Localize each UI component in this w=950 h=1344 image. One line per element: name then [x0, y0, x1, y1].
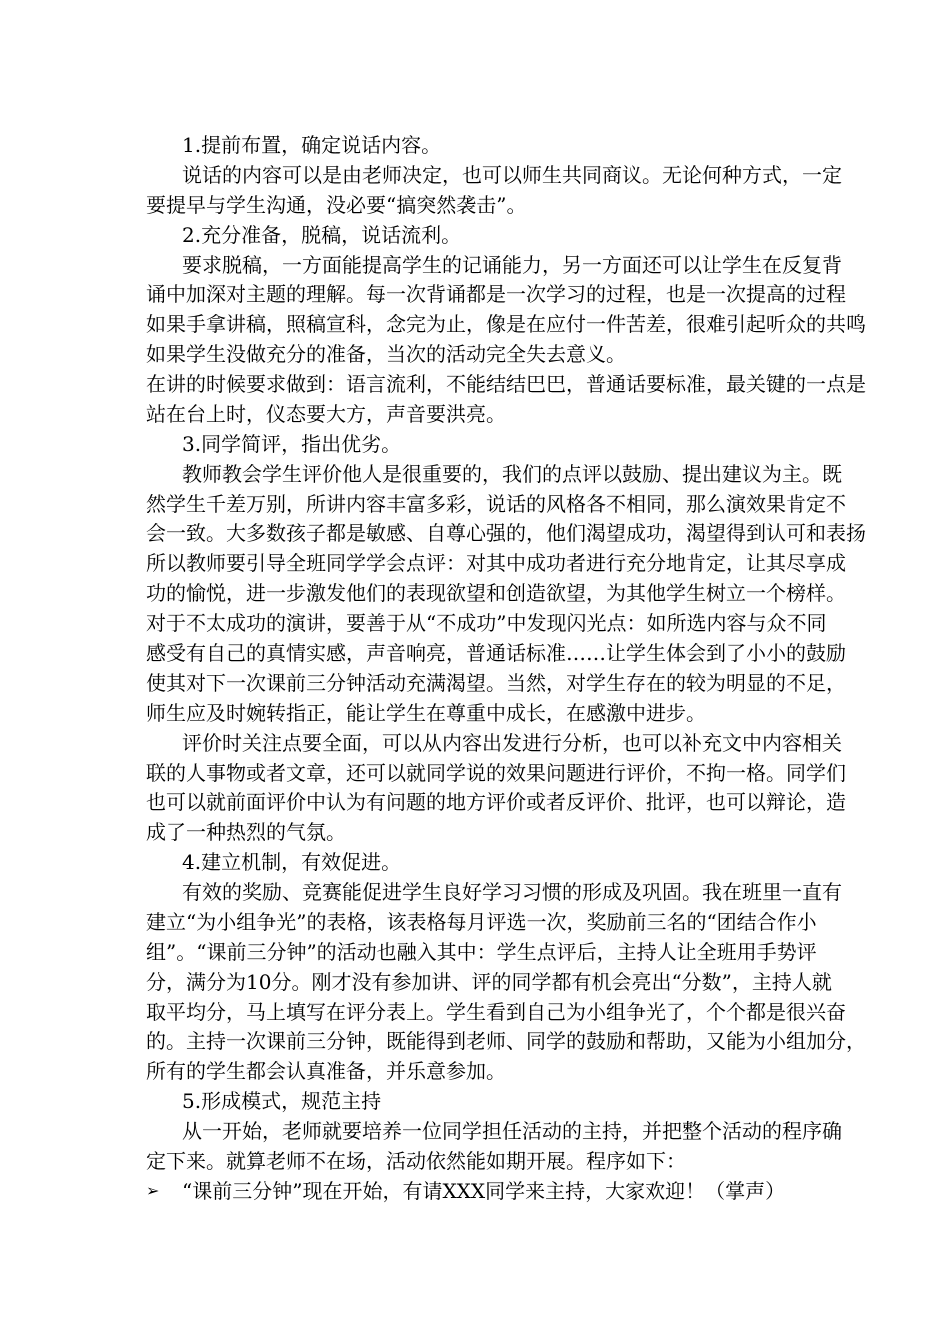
bullet-item: “课前三分钟”现在开始，有请XXX同学来主持，大家欢迎！（掌声）: [182, 1179, 786, 1203]
paragraph-line: 站在台上时，仪态要大方，声音要洪亮。: [146, 402, 506, 426]
paragraph-line: 教师教会学生评价他人是很重要的，我们的点评以鼓励、提出建议为主。既: [182, 462, 842, 486]
paragraph-line: 取平均分，马上填写在评分表上。学生看到自己为小组争光了，个个都是很兴奋: [146, 1000, 846, 1024]
paragraph-line: 的。主持一次课前三分钟，既能得到老师、同学的鼓励和帮助，又能为小组加分，: [146, 1029, 866, 1053]
heading-2: 2.充分准备，脱稿，说话流利。: [182, 223, 462, 247]
paragraph-line: 所以教师要引导全班同学学会点评：对其中成功者进行充分地肯定，让其尽享成: [146, 551, 846, 575]
paragraph-line: 要提早与学生沟通，没必要“搞突然袭击”。: [146, 193, 527, 217]
paragraph-line: 在讲的时候要求做到：语言流利，不能结结巴巴，普通话要标准，最关键的一点是: [146, 372, 866, 396]
paragraph-line: 也可以就前面评价中认为有问题的地方评价或者反评价、批评，也可以辩论，造: [146, 790, 846, 814]
paragraph-line: 有效的奖励、竞赛能促进学生良好学习习惯的形成及巩固。我在班里一直有: [182, 880, 842, 904]
paragraph-line: 从一开始，老师就要培养一位同学担任活动的主持，并把整个活动的程序确: [182, 1119, 842, 1143]
paragraph-line: 对于不太成功的演讲，要善于从“不成功”中发现闪光点：如所选内容与众不同: [146, 611, 827, 635]
paragraph-line: 联的人事物或者文章，还可以就同学说的效果问题进行评价，不拘一格。同学们: [146, 761, 846, 785]
paragraph-line: 如果学生没做充分的准备，当次的活动完全失去意义。: [146, 342, 626, 366]
paragraph-line: 分，满分为10分。刚才没有参加讲、评的同学都有机会亮出“分数”，主持人就: [146, 970, 832, 994]
paragraph-line: 组”。“课前三分钟”的活动也融入其中：学生点评后，主持人让全班用手势评: [146, 940, 817, 964]
paragraph-line: 说话的内容可以是由老师决定，也可以师生共同商议。无论何种方式，一定: [182, 163, 842, 187]
paragraph-line: 诵中加深对主题的理解。每一次背诵都是一次学习的过程，也是一次提高的过程: [146, 282, 846, 306]
heading-3: 3.同学简评，指出优劣。: [182, 432, 402, 456]
paragraph-line: 功的愉悦，进一步激发他们的表现欲望和创造欲望，为其他学生树立一个榜样。: [146, 581, 846, 605]
paragraph-line: 感受有自己的真情实感，声音响亮，普通话标准……让学生体会到了小小的鼓励: [146, 641, 846, 665]
paragraph-line: 师生应及时婉转指正，能让学生在尊重中成长，在感激中进步。: [146, 701, 706, 725]
paragraph-line: 然学生千差万别，所讲内容丰富多彩，说话的风格各不相同，那么演效果肯定不: [146, 492, 846, 516]
paragraph-line: 所有的学生都会认真准备，并乐意参加。: [146, 1059, 506, 1083]
arrowhead-bullet-icon: ➢: [146, 1181, 160, 1200]
paragraph-line: 使其对下一次课前三分钟活动充满渴望。当然，对学生存在的较为明显的不足，: [146, 671, 846, 695]
paragraph-line: 评价时关注点要全面，可以从内容出发进行分析，也可以补充文中内容相关: [182, 731, 842, 755]
heading-1: 1.提前布置，确定说话内容。: [182, 133, 442, 157]
paragraph-line: 成了一种热烈的气氛。: [146, 820, 346, 844]
heading-4: 4.建立机制，有效促进。: [182, 850, 402, 874]
paragraph-line: 如果手拿讲稿，照稿宣科，念完为止，像是在应付一件苦差，很难引起听众的共鸣: [146, 312, 866, 336]
heading-5: 5.形成模式，规范主持: [182, 1089, 382, 1113]
paragraph-line: 会一致。大多数孩子都是敏感、自尊心强的，他们渴望成功，渴望得到认可和表扬: [146, 521, 866, 545]
paragraph-line: 建立“为小组争光”的表格，该表格每月评选一次，奖励前三名的“团结合作小: [146, 910, 817, 934]
paragraph-line: 要求脱稿，一方面能提高学生的记诵能力，另一方面还可以让学生在反复背: [182, 253, 842, 277]
paragraph-line: 定下来。就算老师不在场，活动依然能如期开展。程序如下：: [146, 1149, 686, 1173]
